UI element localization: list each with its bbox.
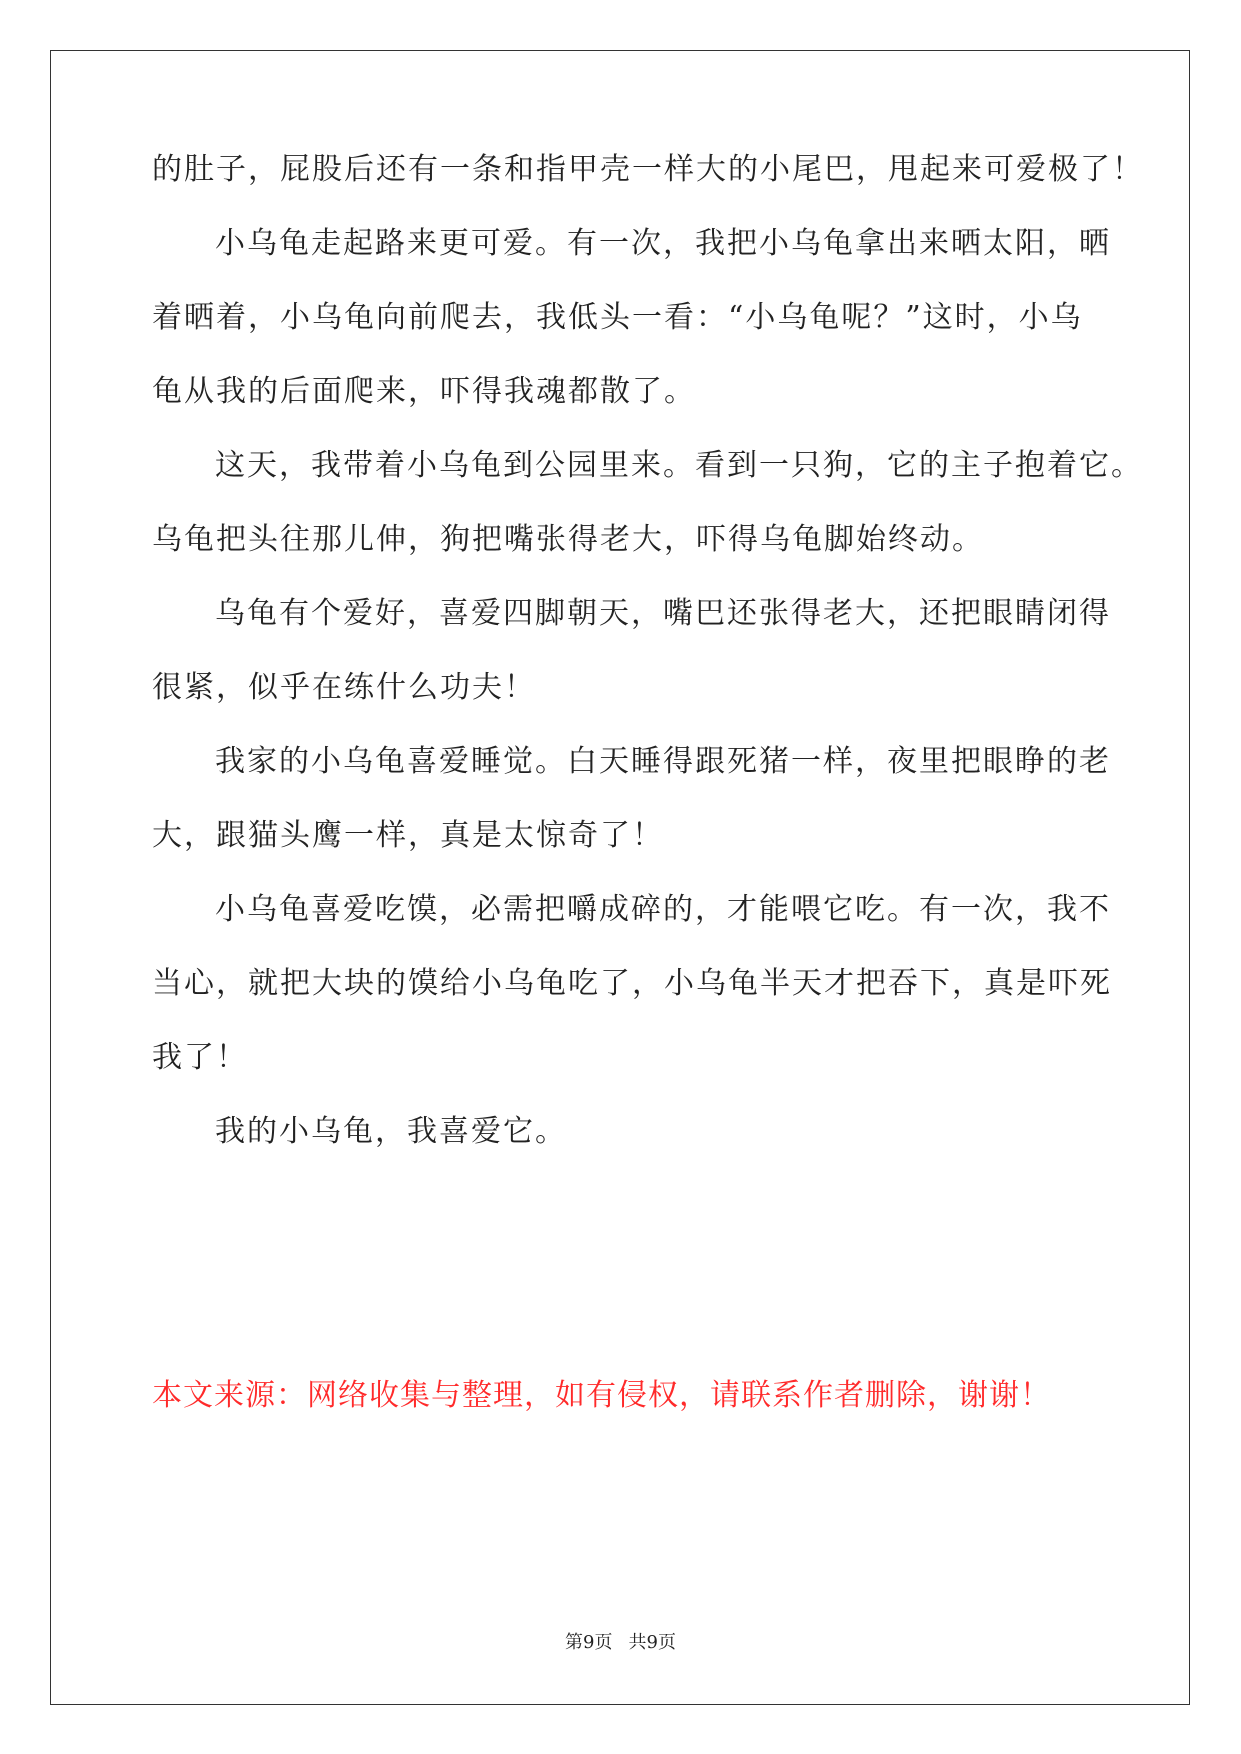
paragraph-line: 大，跟猫头鹰一样，真是太惊奇了！	[152, 818, 664, 853]
paragraph-line: 小乌龟走起路来更可爱。有一次，我把小乌龟拿出来晒太阳，晒	[215, 226, 1111, 261]
total-pages: 共9页	[628, 1632, 676, 1653]
paragraph-line: 着晒着，小乌龟向前爬去，我低头一看：“小乌龟呢？”这时，小乌	[152, 300, 1083, 335]
paragraph-line: 的肚子，屁股后还有一条和指甲壳一样大的小尾巴，甩起来可爱极了！	[152, 152, 1144, 187]
paragraph-line: 乌龟把头往那儿伸，狗把嘴张得老大，吓得乌龟脚始终动。	[152, 522, 984, 557]
paragraph-line: 乌龟有个爱好，喜爱四脚朝天，嘴巴还张得老大，还把眼睛闭得	[215, 596, 1111, 631]
paragraph-line: 当心，就把大块的馍给小乌龟吃了，小乌龟半天才把吞下，真是吓死	[152, 966, 1112, 1001]
page-footer	[0, 1628, 1241, 1654]
paragraph-line: 小乌龟喜爱吃馍，必需把嚼成碎的，才能喂它吃。有一次，我不	[215, 892, 1111, 927]
paragraph-line: 我家的小乌龟喜爱睡觉。白天睡得跟死猪一样，夜里把眼睁的老	[215, 744, 1111, 779]
paragraph-line: 很紧，似乎在练什么功夫！	[152, 670, 536, 705]
paragraph-line: 我的小乌龟，我喜爱它。	[215, 1114, 567, 1149]
source-note: 本文来源：网络收集与整理，如有侵权，请联系作者删除，谢谢！	[152, 1378, 1051, 1413]
current-page: 第9页	[565, 1632, 613, 1653]
paragraph-line: 我了！	[152, 1040, 248, 1075]
paragraph-line: 龟从我的后面爬来，吓得我魂都散了。	[152, 374, 696, 409]
paragraph-line: 这天，我带着小乌龟到公园里来。看到一只狗，它的主子抱着它。	[215, 448, 1143, 483]
